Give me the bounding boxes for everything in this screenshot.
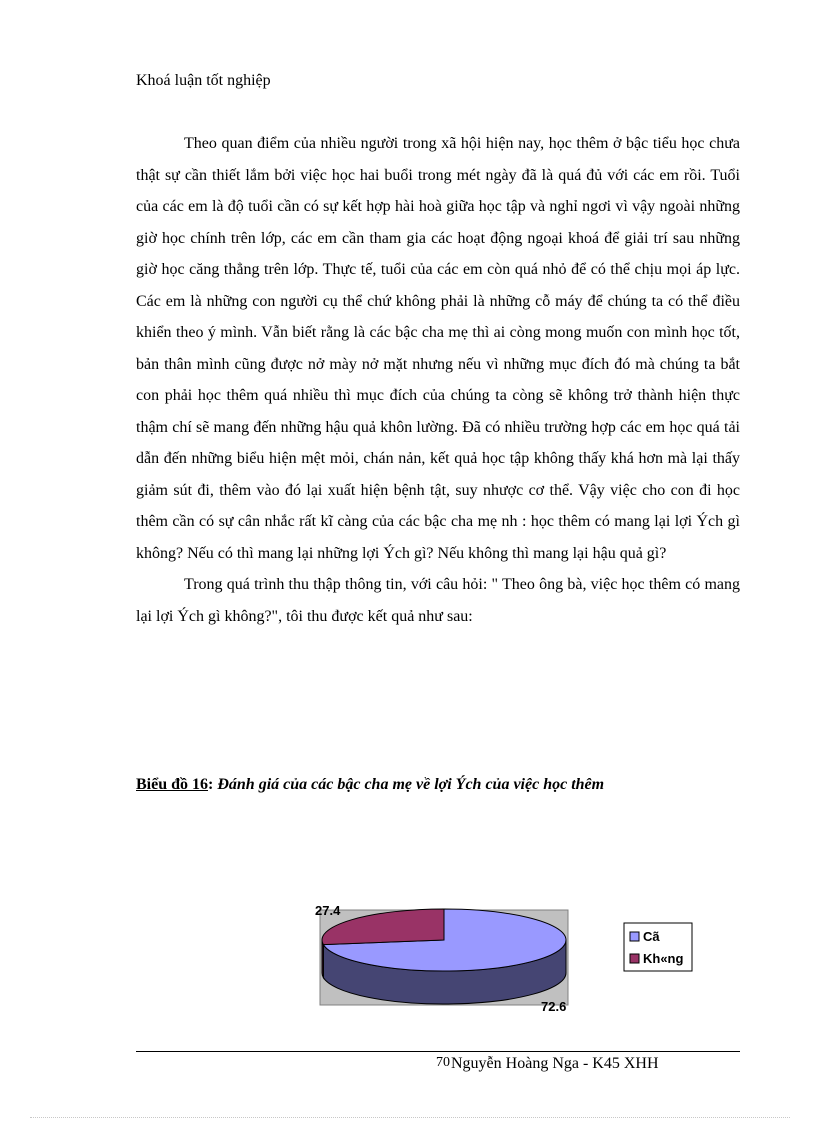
caption-label: Biểu đồ 16 xyxy=(136,776,209,793)
page-footer xyxy=(436,1055,659,1073)
body-text xyxy=(136,128,740,632)
page-number: 70 xyxy=(436,1055,450,1070)
footer-rule xyxy=(136,1051,740,1052)
pie-chart xyxy=(300,895,710,1025)
footer-author: Nguyễn Hoàng Nga - K45 XHH xyxy=(451,1055,659,1072)
figure-caption xyxy=(136,776,604,794)
legend-swatch-1 xyxy=(630,932,639,941)
data-label-1: 72.6 xyxy=(541,999,567,1014)
page-header: Khoá luận tốt nghiệp xyxy=(136,72,271,89)
data-label-2: 27.4 xyxy=(315,903,341,918)
paragraph-1: Theo quan điểm của nhiều người trong xã hội hiện nay, học thêm ở bậc tiểu học chưa thật sự cần thiết lắm bởi việc học hai buổi trong mét ngày đã là quá đủ với các em rồi. Tuổi của các em là độ tuổi cần có sự kết hợp hài hoà giữa học tập và nghỉ ngơi vì vậy ngoài những giờ học chính trên lớp, các em cần tham gia các hoạt động ngoại khoá để giải trí sau những giờ học căng thẳng trên lớp. Thực tế, tuổi của các em còn quá nhỏ để có thể chịu mọi áp lực. Các em là những con người cụ thể chứ không phải là những cỗ máy để chúng ta có thể điều khiển theo ý mình. Vẫn biết rằng là các bậc cha mẹ thì ai còng mong muốn con mình học tốt, bản thân mình cũng được nở mày nở mặt nhưng nếu vì những mục đích đó mà chúng ta bắt con phải học thêm quá nhiều thì mục đích của chúng ta còng sẽ không trở thành hiện thực thậm chí sẽ mang đến những hậu quả khôn lường. Đã có nhiều trường hợp các em học quá tải dẫn đến những biểu hiện mệt mỏi, chán nản, kết quả học tập không thấy khá hơn mà lại thấy giảm sút đi, thêm vào đó lại xuất hiện bệnh tật, suy nhược cơ thể. Vậy việc cho con đi học thêm cần có sự cân nhắc rất kĩ càng của các bậc cha mẹ nh : học thêm có mang lại lợi Ých gì không? Nếu có thì mang lại những lợi Ých gì? Nếu không thì mang lại hậu quả gì? xyxy=(136,135,740,562)
page-bottom-border xyxy=(30,1117,790,1118)
pie-chart-svg xyxy=(300,895,710,1025)
pie-slice-side-2 xyxy=(322,940,323,978)
paragraph-2: Trong quá trình thu thập thông tin, với câu hỏi: " Theo ông bà, việc học thêm có mang lại lợi Ých gì không?", tôi thu được kết quả như sau: xyxy=(136,576,740,625)
caption-separator: : xyxy=(208,776,218,793)
legend-label-2: Kh«ng xyxy=(643,951,684,966)
legend-label-1: Cã xyxy=(643,929,660,944)
caption-title: Đánh giá của các bậc cha mẹ về lợi Ých của việc học thêm xyxy=(217,776,605,793)
legend-swatch-2 xyxy=(630,954,639,963)
